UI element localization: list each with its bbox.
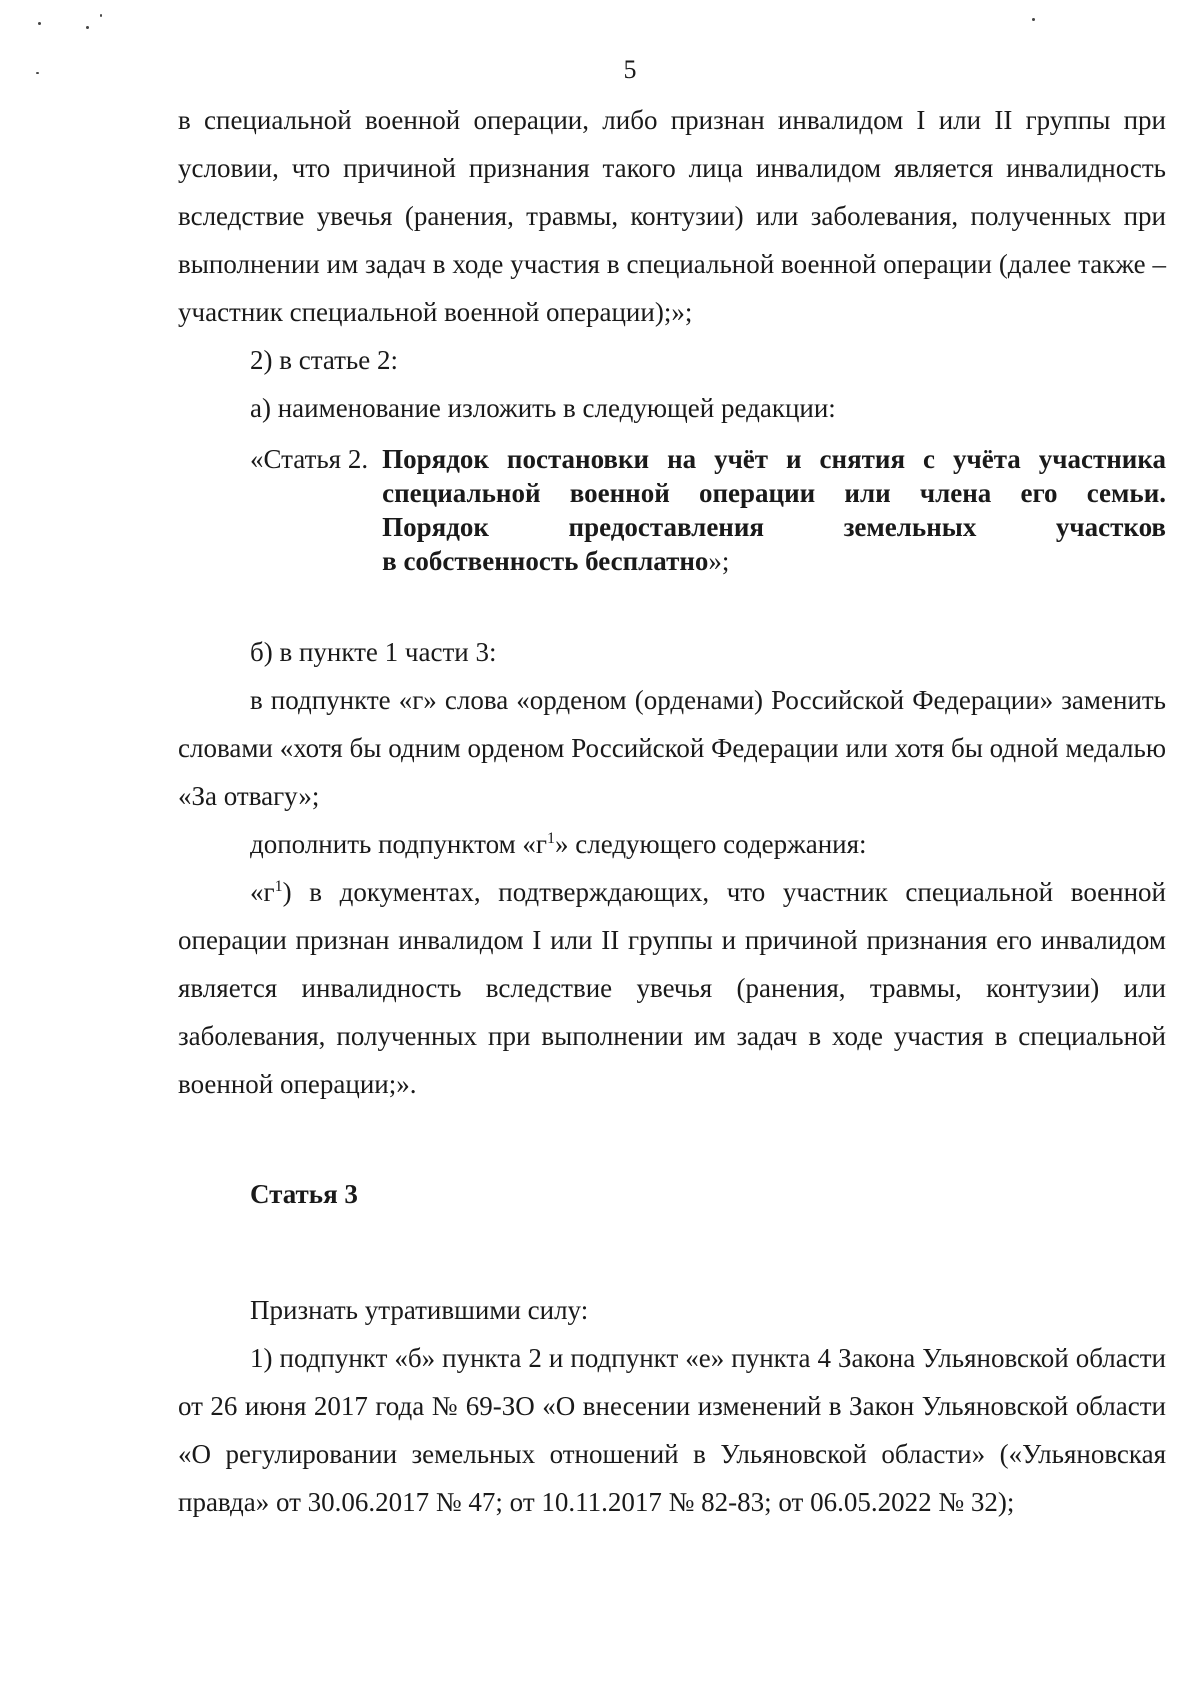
paragraph-text: «г [250, 877, 275, 907]
paragraph: в специальной военной операции, либо признан инвалидом I или II группы при условии, что причиной признания такого лица инвалидом является инвалидность вследствие увечья (ранения, травмы, контузии) или заболевания, полученных при выполнении им задач в ходе участия в специальной военной операции (далее также – участник специальной военной операции);»; [178, 105, 1166, 327]
scan-speck [38, 22, 41, 25]
article-2-heading [178, 442, 1166, 578]
paragraph-text: ) в документах, подтверждающих, что участник специальной военной операции признан инвалидом I или II группы и причиной признания его инвалидом является инвалидность вследствие увечья (ранения, травмы, контузии) или заболевания, полученных при выполнении им задач в ходе участия в специальной военной операции;». [178, 877, 1166, 1099]
superscript: 1 [274, 878, 283, 895]
article-2-title-line: Порядок предоставления земельных участков [382, 512, 1166, 542]
paragraph-text: » следующего содержания: [554, 829, 867, 859]
paragraph: Признать утратившими силу: [250, 1295, 589, 1325]
paragraph [178, 868, 1166, 1108]
paragraph: б) в пункте 1 части 3: [250, 637, 497, 667]
scan-speck [100, 14, 102, 17]
paragraph: в подпункте «г» слова «орденом (орденами) Российской Федерации» заменить словами «хотя бы одним орденом Российской Федерации или хотя бы одной медалью «За отвагу»; [178, 685, 1166, 811]
article-3-heading: Статья 3 [250, 1179, 358, 1209]
superscript: 1 [546, 830, 555, 847]
article-2-prefix: «Статья 2. [250, 444, 369, 474]
article-2-suffix: »; [708, 546, 730, 576]
article-2-title-line: специальной военной операции или члена его семьи. [382, 478, 1166, 508]
page-number: 5 [623, 55, 637, 84]
scan-speck [86, 26, 89, 29]
paragraph: 2) в статье 2: [250, 345, 398, 375]
paragraph: а) наименование изложить в следующей редакции: [250, 393, 836, 423]
article-2-title-line: в собственность бесплатно [382, 546, 709, 576]
paragraph-text: дополнить подпунктом «г [250, 829, 547, 859]
article-2-title-line: Порядок постановки на учёт и снятия с учёта участника [382, 444, 1166, 474]
document-body [178, 96, 1166, 1526]
article-2-title [382, 442, 1166, 578]
paragraph [178, 820, 1166, 868]
paragraph: 1) подпункт «б» пункта 2 и подпункт «е» пункта 4 Закона Ульяновской области от 26 июня 2017 года № 69-ЗО «О внесении изменений в Закон Ульяновской области «О регулировании земельных отношений в Ульяновской области» («Ульяновская правда» от 30.06.2017 № 47; от 10.11.2017 № 82-83; от 06.05.2022 № 32); [178, 1343, 1166, 1517]
article-2-title-line-last [382, 544, 1166, 578]
scan-speck [1032, 18, 1035, 21]
